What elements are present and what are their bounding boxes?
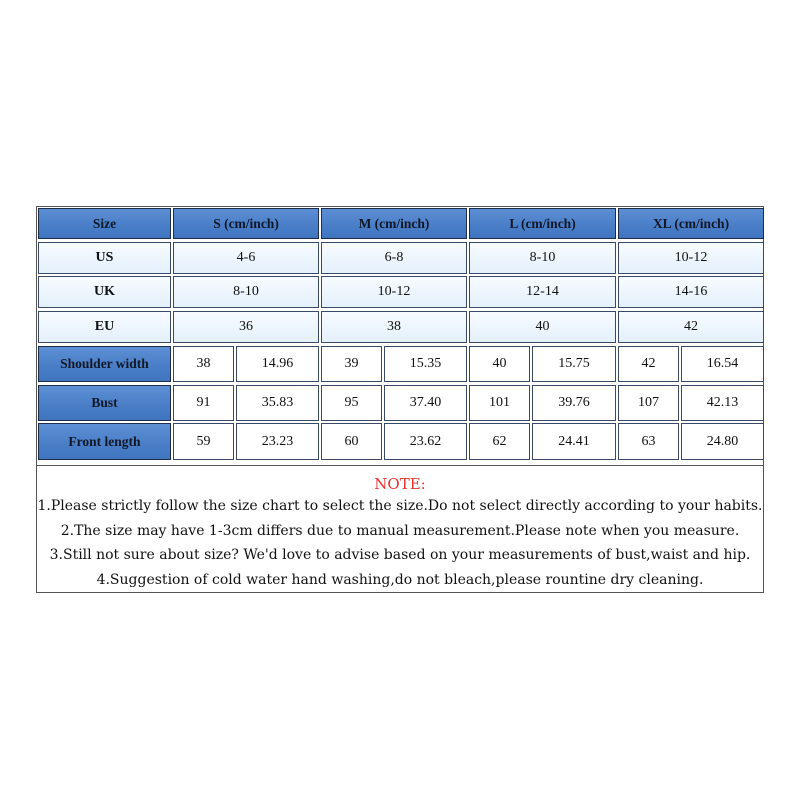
front-length-s-inch: 23.23 (236, 423, 319, 460)
us-l-value: 8-10 (469, 242, 616, 274)
eu-l-value: 40 (469, 311, 616, 343)
front-length-l-inch: 24.41 (532, 423, 616, 460)
bust-xl-cm: 107 (618, 385, 679, 421)
bust-m-inch: 37.40 (384, 385, 467, 421)
uk-s-value: 8-10 (173, 276, 319, 308)
front-length-s-cm: 59 (173, 423, 234, 460)
bust-l-cm: 101 (469, 385, 530, 421)
eu-label: EU (38, 311, 171, 343)
front-length-xl-inch: 24.80 (681, 423, 764, 460)
shoulder-m-inch: 15.35 (384, 346, 467, 382)
bust-l-inch: 39.76 (532, 385, 616, 421)
uk-m-value: 10-12 (321, 276, 467, 308)
bust-label: Bust (38, 385, 171, 421)
shoulder-width-label: Shoulder width (38, 346, 171, 382)
eu-m-value: 38 (321, 311, 467, 343)
front-length-m-inch: 23.62 (384, 423, 467, 460)
us-s-value: 4-6 (173, 242, 319, 274)
shoulder-xl-cm: 42 (618, 346, 679, 382)
bust-s-inch: 35.83 (236, 385, 319, 421)
front-length-l-cm: 62 (469, 423, 530, 460)
shoulder-s-inch: 14.96 (236, 346, 319, 382)
shoulder-m-cm: 39 (321, 346, 382, 382)
note-line-1: 1.Please strictly follow the size chart to select the size.Do not select directly according to your habits. (37, 498, 763, 514)
size-m-header: M (cm/inch) (321, 208, 467, 239)
bust-s-cm: 91 (173, 385, 234, 421)
uk-xl-value: 14-16 (618, 276, 764, 308)
front-length-xl-cm: 63 (618, 423, 679, 460)
bust-m-cm: 95 (321, 385, 382, 421)
note-line-4: 4.Suggestion of cold water hand washing,do not bleach,please rountine dry cleaning. (96, 571, 704, 588)
notes-section (37, 465, 763, 593)
shoulder-xl-inch: 16.54 (681, 346, 764, 382)
shoulder-l-inch: 15.75 (532, 346, 616, 382)
uk-l-value: 12-14 (469, 276, 616, 308)
note-line-2: 2.The size may have 1-3cm differs due to manual measurement.Please note when you measure. (60, 522, 740, 539)
uk-label: UK (38, 276, 171, 308)
us-label: US (38, 242, 171, 274)
note-title: NOTE: (374, 475, 426, 493)
size-header: Size (38, 208, 171, 239)
us-xl-value: 10-12 (618, 242, 764, 274)
front-length-label: Front length (38, 423, 171, 460)
note-line-3: 3.Still not sure about size? We'd love to advise based on your measurements of bust,waist and hip. (49, 547, 751, 563)
front-length-m-cm: 60 (321, 423, 382, 460)
shoulder-s-cm: 38 (173, 346, 234, 382)
size-chart (36, 206, 764, 593)
bust-xl-inch: 42.13 (681, 385, 764, 421)
us-m-value: 6-8 (321, 242, 467, 274)
size-s-header: S (cm/inch) (173, 208, 319, 239)
eu-s-value: 36 (173, 311, 319, 343)
shoulder-l-cm: 40 (469, 346, 530, 382)
size-l-header: L (cm/inch) (469, 208, 616, 239)
eu-xl-value: 42 (618, 311, 764, 343)
size-xl-header: XL (cm/inch) (618, 208, 764, 239)
